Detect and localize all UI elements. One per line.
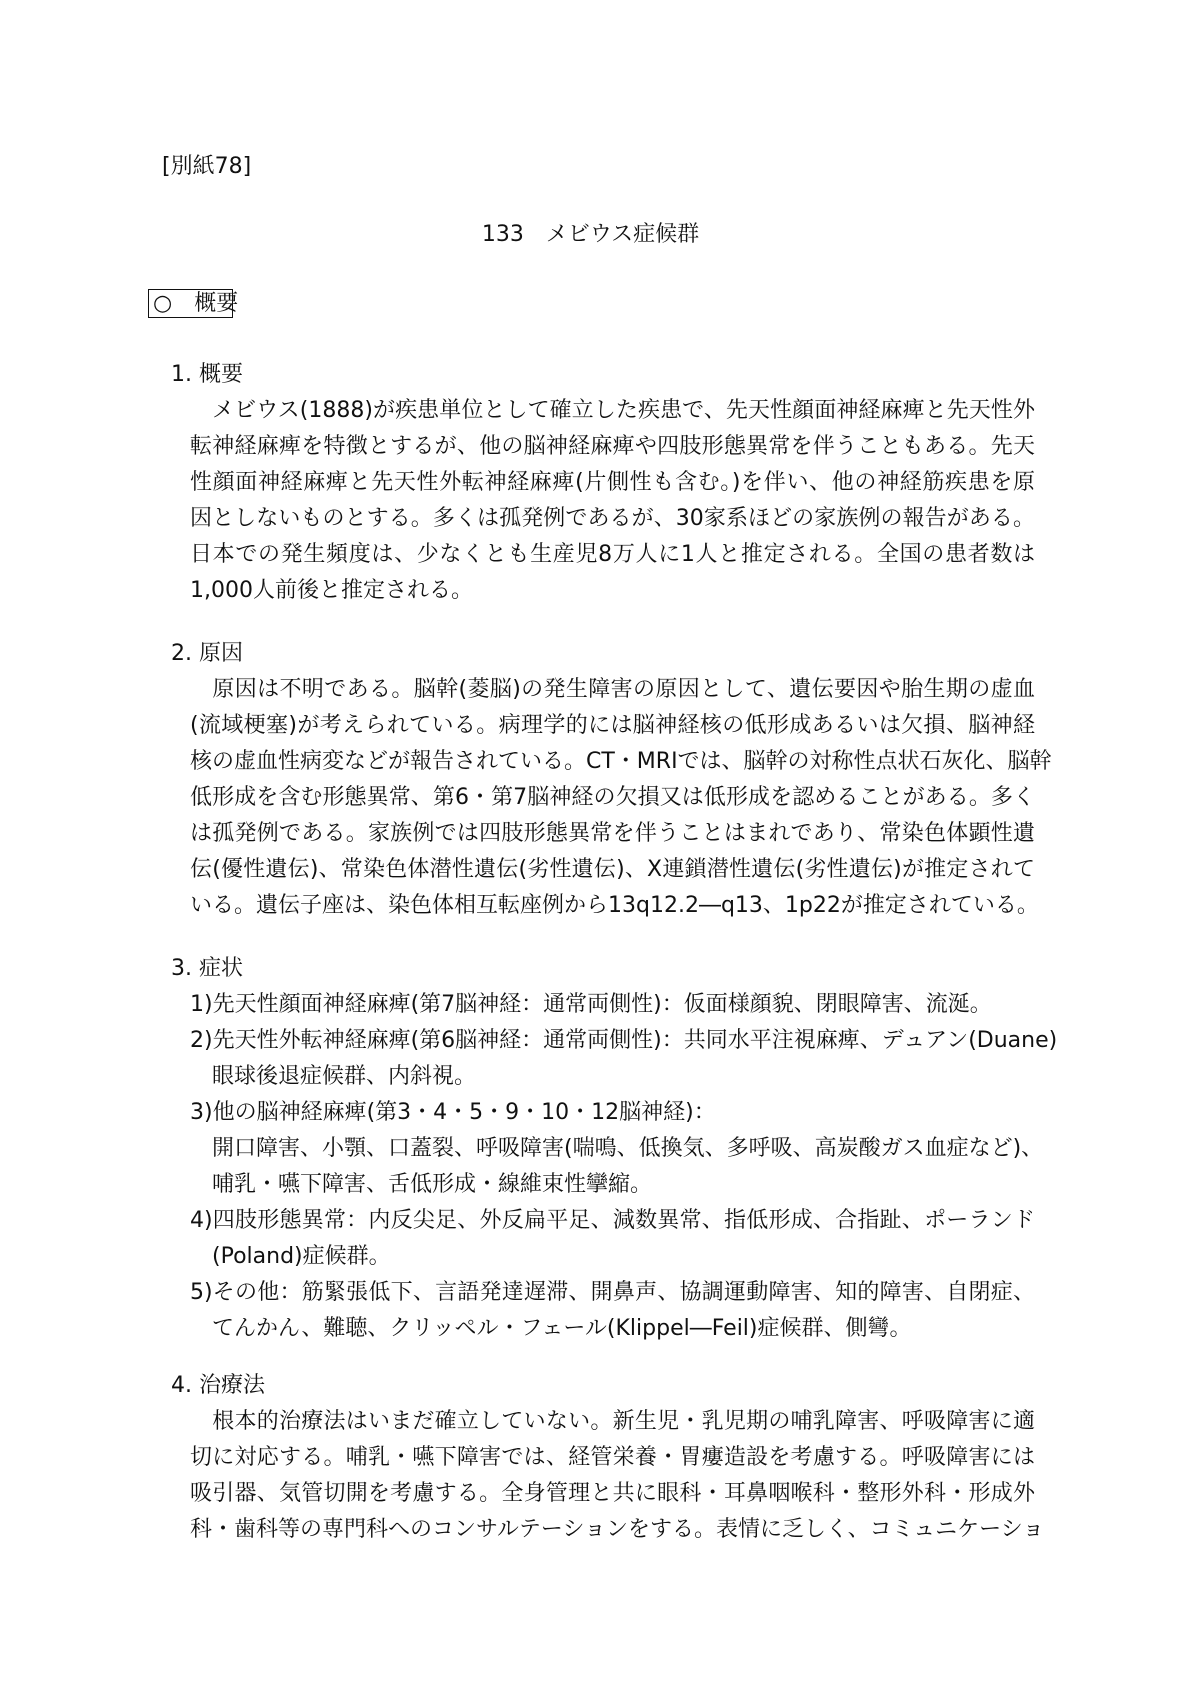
- paragraph-line: 吸引器、気管切開を考慮する。全身管理と共に眼科・耳鼻咽喉科・整形外科・形成外: [190, 1481, 1035, 1506]
- list-item: 4)四肢形態異常：内反尖足、外反扁平足、減数異常、指低形成、合指趾、ポーランド: [190, 1208, 1035, 1233]
- paragraph-line: 原因は不明である。脳幹(菱脳)の発生障害の原因として、遺伝要因や胎生期の虚血: [190, 677, 1035, 702]
- paragraph-line: は孤発例である。家族例では四肢形態異常を伴うことはまれであり、常染色体顕性遺: [190, 821, 1035, 846]
- paragraph-line: 日本での発生頻度は、少なくとも生産児8万人に1人と推定される。全国の患者数は: [190, 542, 1035, 567]
- list-item: 2)先天性外転神経麻痺(第6脳神経：通常両側性)：共同水平注視麻痺、デュアン(Duane): [190, 1028, 1058, 1053]
- paragraph-line: 科・歯科等の専門科へのコンサルテーションをする。表情に乏しく、コミュニケーショ: [190, 1517, 1045, 1542]
- section-heading: 1. 概要: [171, 362, 243, 387]
- paragraph-line: 低形成を含む形態異常、第6・第7脳神経の欠損又は低形成を認めることがある。多く: [190, 785, 1035, 810]
- list-item: 1)先天性顔面神経麻痺(第7脳神経：通常両側性)：仮面様顔貌、閉眼障害、流涎。: [190, 992, 992, 1017]
- paragraph-line: 切に対応する。哺乳・嚥下障害では、経管栄養・胃瘻造設を考慮する。呼吸障害には: [190, 1445, 1035, 1470]
- paragraph-line: メビウス(1888)が疾患単位として確立した疾患で、先天性顔面神経麻痺と先天性外: [190, 398, 1035, 423]
- paragraph-line: 核の虚血性病変などが報告されている。CT・MRIでは、脳幹の対称性点状石灰化、脳幹: [190, 749, 1052, 774]
- attachment-label: [別紙78]: [162, 154, 252, 179]
- section-heading: 4. 治療法: [171, 1373, 265, 1398]
- section-cause: [171, 636, 1052, 924]
- paragraph-line: 根本的治療法はいまだ確立していない。新生児・乳児期の哺乳障害、呼吸障害に適: [190, 1409, 1035, 1434]
- document-title: 133 メビウス症候群: [481, 222, 700, 247]
- overview-box-heading: ○ 概要: [148, 289, 233, 318]
- list-item-continuation: 眼球後退症候群、内斜視。: [212, 1064, 477, 1089]
- paragraph-line: いる。遺伝子座は、染色体相互転座例から13q12.2―q13、1p22が推定されている。: [190, 893, 1039, 918]
- list-item-continuation: (Poland)症候群。: [212, 1244, 391, 1269]
- document-body: [171, 357, 1058, 1548]
- list-item: 3)他の脳神経麻痺(第3・4・5・9・10・12脳神経)：: [190, 1100, 716, 1125]
- paragraph-line: 因としないものとする。多くは孤発例であるが、30家系ほどの家族例の報告がある。: [190, 506, 1035, 531]
- paragraph-line: 性顔面神経麻痺と先天性外転神経麻痺(片側性も含む。)を伴い、他の神経筋疾患を原: [190, 470, 1035, 495]
- paragraph-line: (流域梗塞)が考えられている。病理学的には脳神経核の低形成あるいは欠損、脳神経: [190, 713, 1035, 738]
- paragraph-line: 転神経麻痺を特徴とするが、他の脳神経麻痺や四肢形態異常を伴うこともある。先天: [190, 434, 1035, 459]
- list-item-continuation: てんかん、難聴、クリッペル・フェール(Klippel―Feil)症候群、側彎。: [212, 1316, 912, 1341]
- paragraph-line: 1,000人前後と推定される。: [190, 578, 473, 603]
- paragraph-line: 伝(優性遺伝)、常染色体潜性遺伝(劣性遺伝)、X連鎖潜性遺伝(劣性遺伝)が推定されて: [190, 857, 1035, 882]
- list-item: 5)その他：筋緊張低下、言語発達遅滞、開鼻声、協調運動障害、知的障害、自閉症、: [190, 1280, 1035, 1305]
- list-item-continuation: 哺乳・嚥下障害、舌低形成・線維束性攣縮。: [212, 1172, 653, 1197]
- section-heading: 2. 原因: [171, 641, 243, 666]
- section-treatment: [171, 1368, 1045, 1548]
- section-symptoms: [171, 951, 1058, 1347]
- section-overview: [171, 357, 1041, 609]
- section-heading: 3. 症状: [171, 956, 243, 981]
- list-item-continuation: 開口障害、小顎、口蓋裂、呼吸障害(喘鳴、低換気、多呼吸、高炭酸ガス血症など)、: [212, 1136, 1044, 1161]
